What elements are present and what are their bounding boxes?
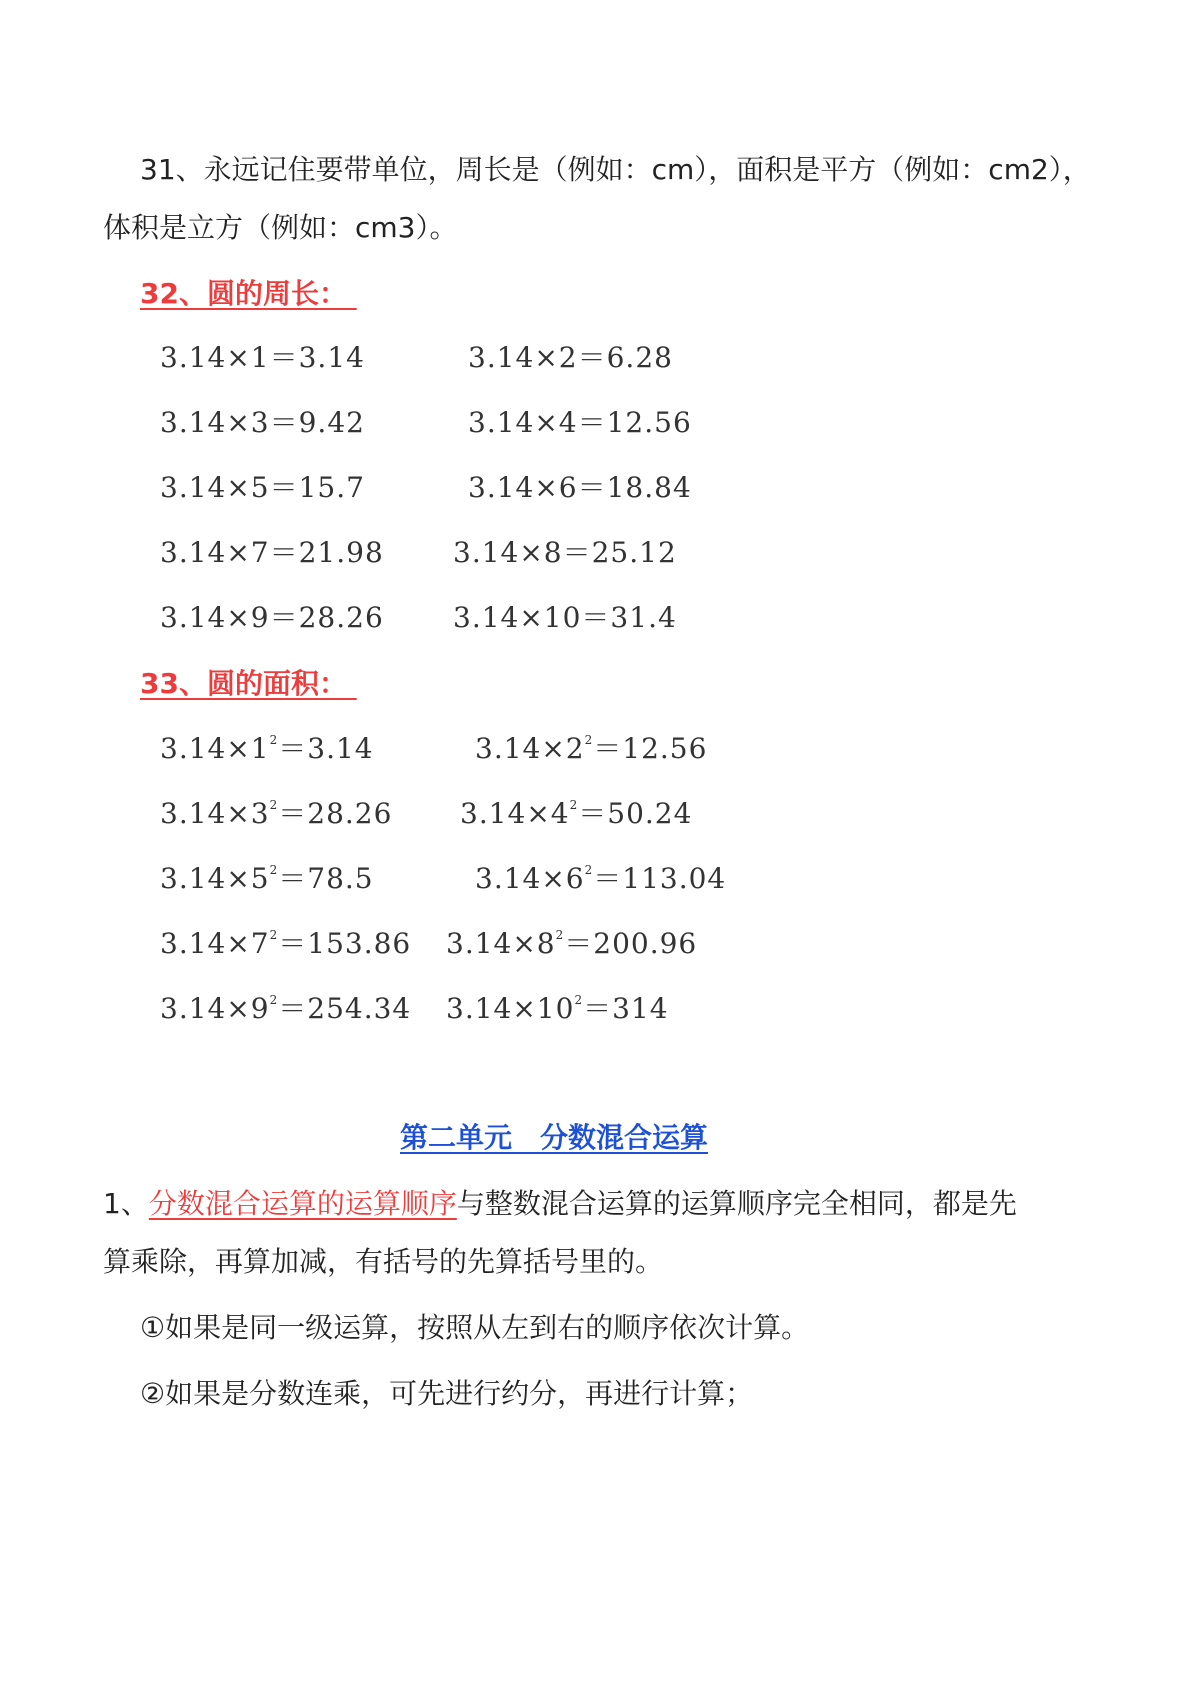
table-cell: $3.14\times 4^2=50.24$ bbox=[460, 797, 693, 830]
unit-title: 第二单元 分数混合运算 bbox=[400, 1121, 709, 1154]
table-cell: $3.14\times 10^2=314$ bbox=[446, 992, 669, 1025]
table-cell: $3.14\times 3^2=28.26$ bbox=[160, 797, 393, 830]
heading-circle-area: 33、圆的面积： bbox=[140, 667, 347, 700]
unit2-item1-line1 bbox=[103, 1182, 1017, 1222]
table-cell: $3.14\times 1^2=3.14$ bbox=[160, 732, 374, 765]
highlight-term: 分数混合运算的运算顺序 bbox=[148, 1187, 457, 1220]
item31-line1: 31、永远记住要带单位，周长是（例如：cm），面积是平方（例如：cm2）， bbox=[140, 153, 1091, 186]
table-cell: $3.14\times 9^2=254.34$ bbox=[160, 992, 412, 1025]
table-cell: $3.14\times 7^2=153.86$ bbox=[160, 927, 412, 960]
table-cell: 3.14×3＝9.42 bbox=[160, 406, 365, 439]
table-cell: 3.14×4＝12.56 bbox=[468, 406, 692, 439]
heading-circle-circumference: 32、圆的周长： bbox=[140, 277, 347, 310]
table-cell: 3.14×6＝18.84 bbox=[468, 471, 692, 504]
note-1: ①如果是同一级运算，按照从左到右的顺序依次计算。 bbox=[140, 1311, 810, 1344]
item-number: 1、 bbox=[103, 1187, 149, 1220]
table-cell: $3.14\times 8^2=200.96$ bbox=[446, 927, 698, 960]
table-cell: $3.14\times 2^2=12.56$ bbox=[475, 732, 708, 765]
unit2-item1-line2: 算乘除，再算加减，有括号的先算括号里的。 bbox=[103, 1245, 664, 1278]
table-cell: 3.14×10＝31.4 bbox=[453, 601, 677, 634]
note-2: ②如果是分数连乘，可先进行约分，再进行计算； bbox=[140, 1377, 754, 1410]
table-cell: 3.14×9＝28.26 bbox=[160, 601, 384, 634]
table-cell: $3.14\times 6^2=113.04$ bbox=[475, 862, 727, 895]
item31-line2: 体积是立方（例如：cm3）。 bbox=[103, 211, 458, 244]
table-cell: 3.14×7＝21.98 bbox=[160, 536, 384, 569]
table-cell: 3.14×2＝6.28 bbox=[468, 341, 673, 374]
table-cell: 3.14×1＝3.14 bbox=[160, 341, 365, 374]
table-cell: $3.14\times 5^2=78.5$ bbox=[160, 862, 374, 895]
table-cell: 3.14×5＝15.7 bbox=[160, 471, 365, 504]
table-cell: 3.14×8＝25.12 bbox=[453, 536, 677, 569]
item-text: 与整数混合运算的运算顺序完全相同，都是先 bbox=[456, 1187, 1017, 1220]
